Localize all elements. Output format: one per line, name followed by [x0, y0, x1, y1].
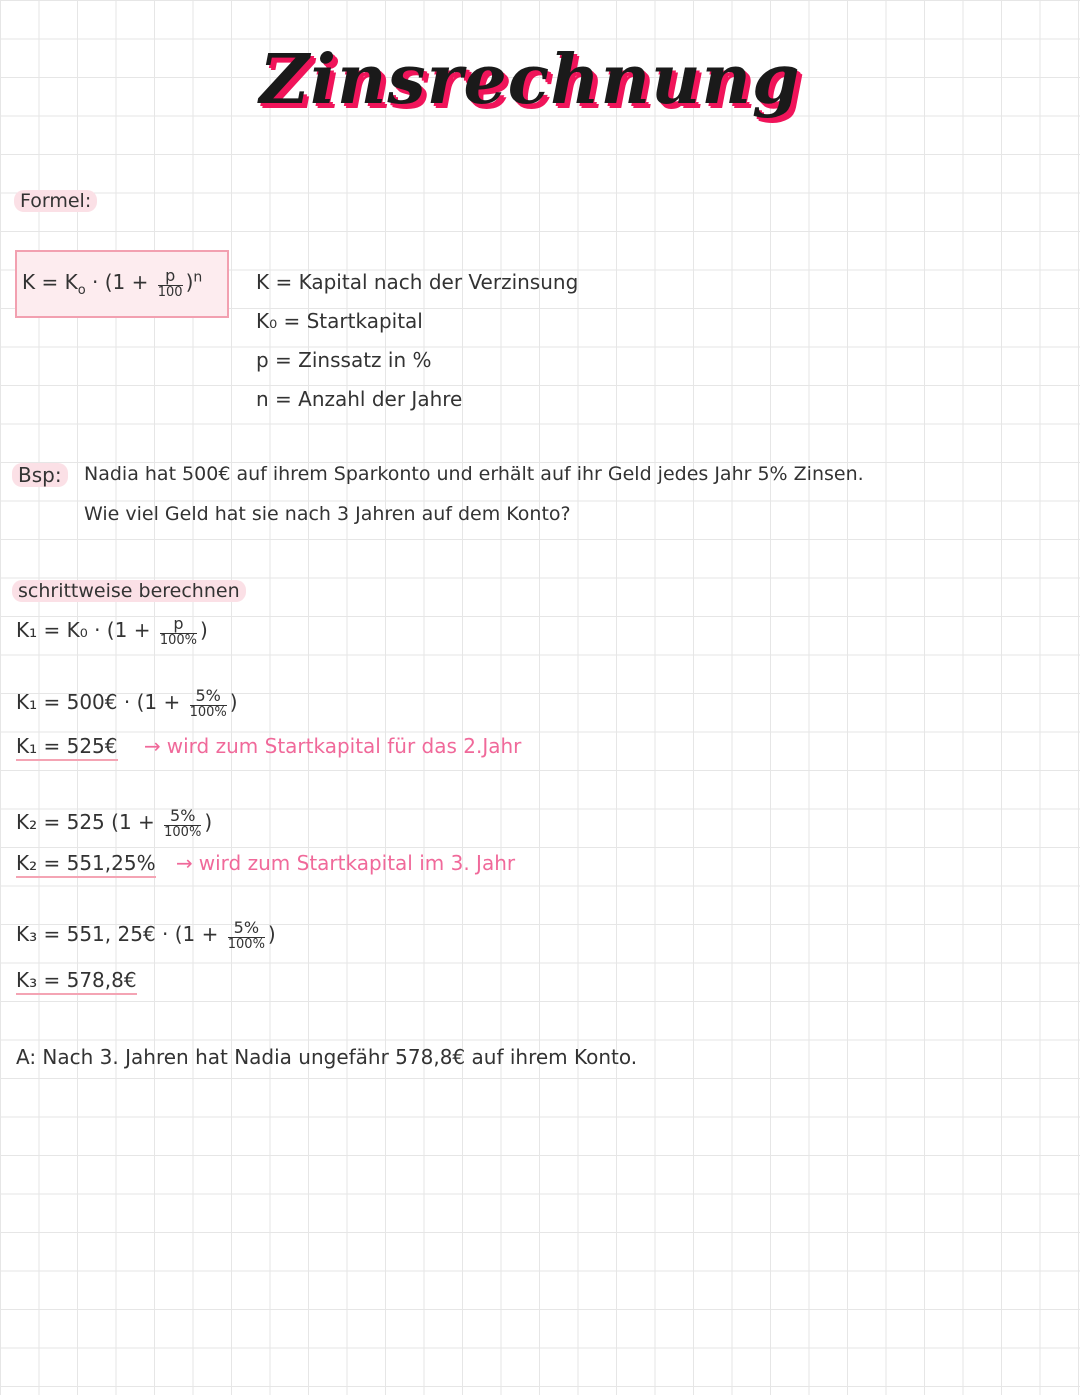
step1-fraction-den: 100% — [189, 704, 227, 720]
formula-left: K = K — [22, 270, 78, 295]
stepwise-general-formula — [16, 616, 208, 647]
step2-result: K₂ = 551,25% — [16, 851, 156, 878]
step2-calc-right: ) — [204, 810, 213, 835]
step1-note — [144, 734, 521, 758]
formula-fraction-den: 100 — [157, 284, 183, 300]
general-fraction-num: p — [160, 616, 197, 634]
example-line-1: Nadia hat 500€ auf ihrem Sparkonto und erhält auf ihr Geld jedes Jahr 5% Zinsen. — [84, 463, 864, 485]
step3-fraction — [228, 920, 265, 951]
answer-text: A: Nach 3. Jahren hat Nadia ungefähr 578,8€ auf ihrem Konto. — [16, 1045, 638, 1069]
step1-calc — [16, 688, 238, 719]
general-fraction — [160, 616, 197, 647]
page-title: Zinsrechnung — [259, 40, 801, 120]
general-fraction-den: 100% — [159, 632, 197, 648]
formula-fraction-num: p — [158, 268, 183, 286]
general-right: ) — [199, 618, 208, 643]
formula-label: Formel: — [14, 190, 97, 212]
step2-note-text: wird zum Startkapital im 3. Jahr — [198, 851, 516, 875]
arrow-right-icon: → — [144, 734, 161, 758]
step2-calc-left: K₂ = 525 (1 + — [16, 810, 155, 835]
formula-exp: n — [193, 269, 203, 286]
step2-calc — [16, 808, 212, 839]
example-line-2: Wie viel Geld hat sie nach 3 Jahren auf dem Konto? — [84, 503, 571, 525]
legend-k: K = Kapital nach der Verzinsung — [256, 270, 579, 294]
legend-p: p = Zinssatz in % — [256, 348, 432, 372]
stepwise-label: schrittweise berechnen — [12, 580, 246, 602]
formula-fraction — [158, 268, 183, 299]
step1-calc-right: ) — [229, 690, 238, 715]
formula-sub: o — [77, 283, 86, 299]
step3-fraction-den: 100% — [227, 936, 265, 952]
step1-fraction — [190, 688, 227, 719]
step3-result: K₃ = 578,8€ — [16, 968, 137, 995]
formula-mid: · (1 + — [92, 270, 149, 295]
example-prefix: Bsp: — [12, 463, 68, 487]
general-left: K₁ = K₀ · (1 + — [16, 618, 151, 643]
step3-calc — [16, 920, 276, 951]
step1-fraction-num: 5% — [190, 688, 227, 706]
step3-calc-left: K₃ = 551, 25€ · (1 + — [16, 922, 219, 947]
step1-note-text: wird zum Startkapital für das 2.Jahr — [166, 734, 522, 758]
step3-fraction-num: 5% — [228, 920, 265, 938]
step1-result: K₁ = 525€ — [16, 734, 118, 761]
step3-calc-right: ) — [267, 922, 276, 947]
legend-k0: K₀ = Startkapital — [256, 309, 423, 333]
step2-fraction-num: 5% — [164, 808, 201, 826]
formula-right: ) — [185, 270, 194, 295]
step2-fraction — [164, 808, 201, 839]
step1-calc-left: K₁ = 500€ · (1 + — [16, 690, 181, 715]
step2-fraction-den: 100% — [164, 824, 202, 840]
arrow-right-icon: → — [176, 851, 193, 875]
formula — [22, 268, 202, 299]
step2-note — [176, 851, 515, 875]
legend-n: n = Anzahl der Jahre — [256, 387, 463, 411]
